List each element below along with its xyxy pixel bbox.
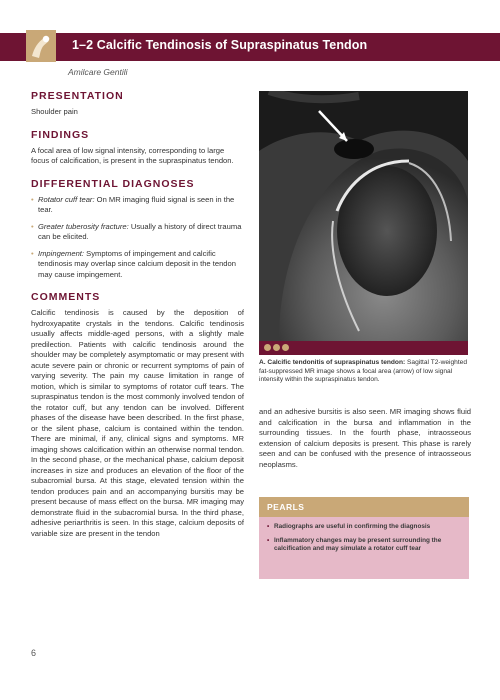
pearls-box <box>259 497 469 579</box>
dot-icon <box>264 344 271 351</box>
differential-section <box>31 178 244 281</box>
comments-text-left: Calcific tendinosis is caused by the deposition of hydroxyapatite crystals in the tendons. Calcific tendinosis usually affects middle-aged persons, with a slightly male predilection. Patients with calcific tendinosis around the shoulder may be completely asymptomatic or may present with acute severe pain or chronic or recurrent symptoms of pain of varying severity. The pain my cause limitation in range of motion, which is similar to symptoms of rotator cuff tears. The supraspinatus tendon is the most commonly involved tendon of the rotator cuff, but any tendon can be involved. Different phases of the disease have been described. In the first phase, or the silent phase, calcium is contained within the tendon. There are minimal, if any, clinical signs and symptoms. MR imaging shows calcification within an otherwise normal tendon. In the second phase, or the mechanical phase, calcium deposit increases in size and produces an elevation of the floor of the subacromial bursa. At this stage, elevated tension within the tendon produces pain and an accompanying bursitis may be present because of mass effect on the bursa. MR imaging may demonstrate fluid in the subacromial bursa. In the third phase, adhesive periarthritis is seen. In this stage, calcium deposits of variable size are present in the tendon <box>31 308 244 538</box>
bullet-icon: • <box>31 221 34 231</box>
mri-image-icon <box>259 91 468 341</box>
right-column <box>259 407 471 470</box>
list-item: • Radiographs are useful in confirming the diagnosis <box>267 523 431 530</box>
bullet-icon: • <box>31 194 34 204</box>
list-item: • Rotator cuff tear: On MR imaging fluid signal is seen in the tear. <box>31 194 235 214</box>
bullet-icon: • <box>267 523 270 530</box>
dot-icon <box>273 344 280 351</box>
list-item: • Inflammatory changes may be present surrounding the calcification and may simulate a rotator cuff tear <box>267 536 442 553</box>
comments-text-right: and an adhesive bursitis is also seen. MR imaging shows fluid and calcification in the bursa and inflammation in the surrounding tissues. In the fourth phase, intraosseous extension of calcium deposits is present. This phase is rarely seen and can be confused with the presence of intraosseous neoplasms. <box>259 407 471 469</box>
list-item: • Greater tuberosity fracture: Usually a history of direct trauma can be elicited. <box>31 221 242 241</box>
figure-strip <box>259 341 468 355</box>
pearls-list <box>259 517 469 554</box>
findings-section <box>31 129 244 167</box>
differential-heading: DIFFERENTIAL DIAGNOSES <box>31 177 195 190</box>
dot-icon <box>282 344 289 351</box>
presentation-heading: PRESENTATION <box>31 90 124 102</box>
figure-caption: A. Calcific tendonitis of supraspinatus tendon: Sagittal T2-weighted fat-suppressed MR image shows a focal area (arrow) of low signal intensity within the supraspinatus tendon. <box>259 359 467 384</box>
pearls-heading: PEARLS <box>259 497 469 517</box>
bullet-icon: • <box>267 536 270 544</box>
author-name: Amilcare Gentili <box>68 67 128 77</box>
mri-figure <box>259 91 468 341</box>
findings-text: A focal area of low signal intensity, corresponding to large focus of calcification, is present in the supraspinatus tendon. <box>31 145 234 165</box>
left-column <box>31 90 244 550</box>
presentation-section <box>31 90 244 118</box>
shoulder-joint-icon <box>26 30 56 62</box>
comments-heading: COMMENTS <box>31 291 101 303</box>
bullet-icon: • <box>31 248 34 258</box>
differential-list <box>31 195 244 281</box>
chapter-title: 1–2 Calcific Tendinosis of Supraspinatus Tendon <box>72 38 368 52</box>
comments-section <box>31 291 244 539</box>
presentation-text: Shoulder pain <box>31 107 78 116</box>
page-number: 6 <box>31 648 37 658</box>
list-item: • Impingement: Symptoms of impingement and calcific tendinosis may overlap since calcium deposit in the tendon may cause impingement. <box>31 248 236 279</box>
findings-heading: FINDINGS <box>31 128 90 141</box>
